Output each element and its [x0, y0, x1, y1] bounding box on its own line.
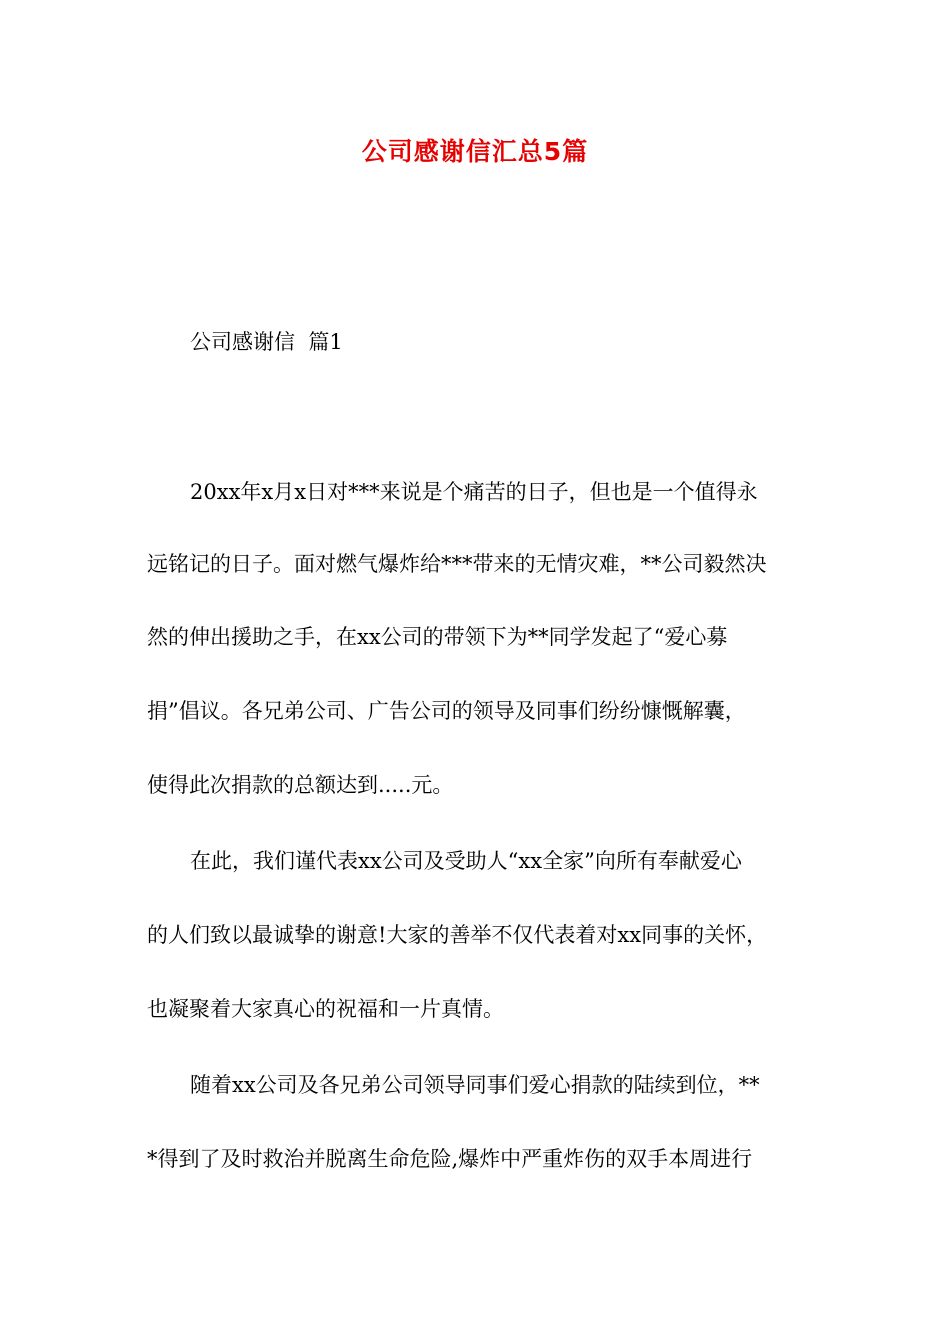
- paragraph-line: 使得此次捐款的总额达到.....元。: [147, 773, 454, 797]
- section-heading: 公司感谢信 篇1: [190, 330, 343, 354]
- paragraph-line: *得到了及时救治并脱离生命危险,爆炸中严重炸伤的双手本周进行: [147, 1147, 753, 1171]
- paragraph-line: 也凝聚着大家真心的祝福和一片真情。: [147, 997, 504, 1021]
- paragraph-line: 然的伸出援助之手，在xx公司的带领下为**同学发起了“爱心募: [147, 625, 728, 649]
- paragraph-line: 20xx年x月x日对***来说是个痛苦的日子，但也是一个值得永: [190, 480, 758, 504]
- paragraph-line: 在此，我们谨代表xx公司及受助人“xx全家”向所有奉献爱心: [190, 849, 742, 873]
- paragraph-line: 远铭记的日子。面对燃气爆炸给***带来的无情灾难，**公司毅然决: [147, 552, 767, 576]
- paragraph-line: 随着xx公司及各兄弟公司领导同事们爱心捐款的陆续到位，**: [190, 1073, 760, 1097]
- document-title: 公司感谢信汇总5篇: [361, 137, 589, 166]
- paragraph-line: 捐”倡议。各兄弟公司、广告公司的领导及同事们纷纷慷慨解囊，: [147, 699, 746, 723]
- paragraph-line: 的人们致以最诚挚的谢意!大家的善举不仅代表着对xx同事的关怀，: [147, 923, 768, 947]
